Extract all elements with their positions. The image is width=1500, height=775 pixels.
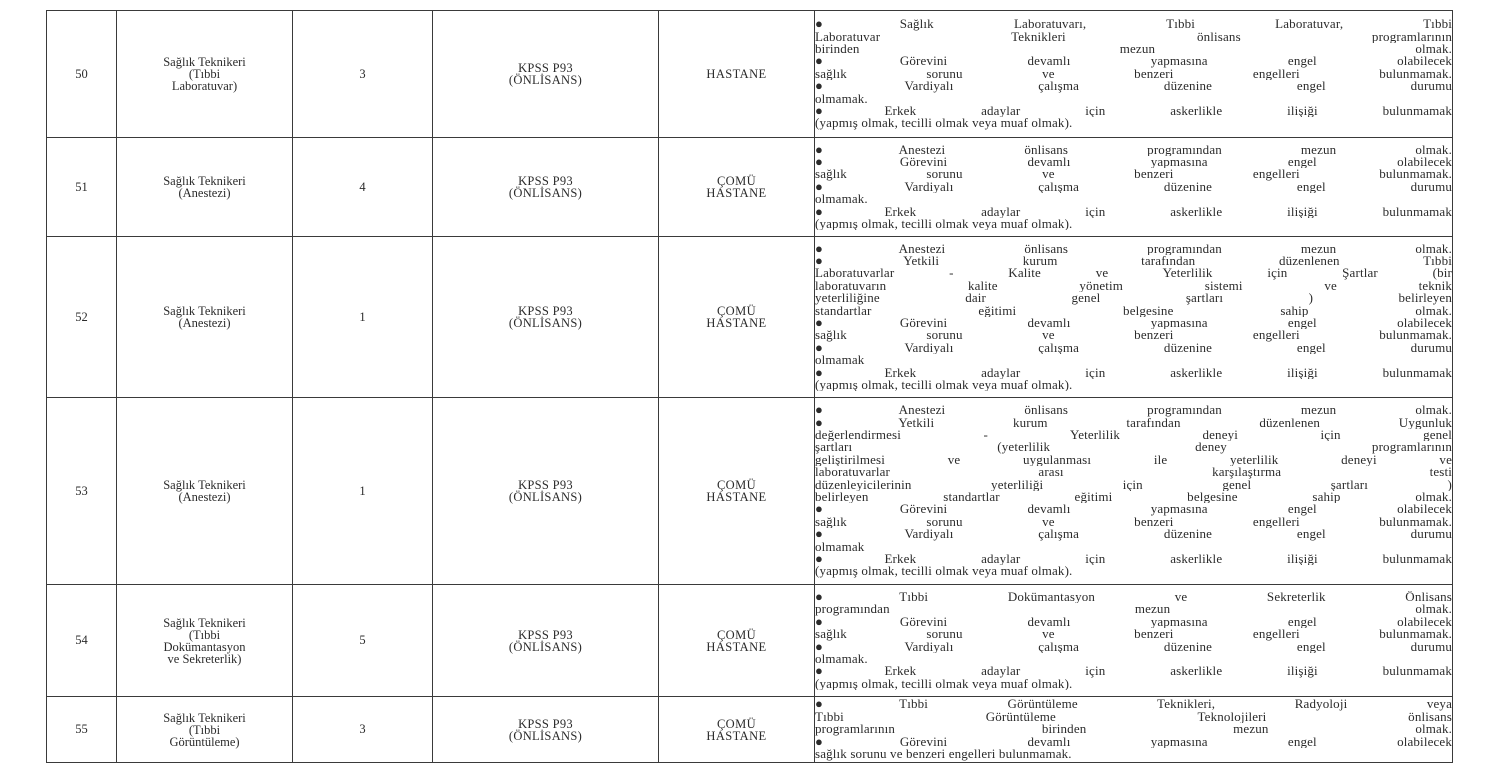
unit-cell — [659, 11, 815, 138]
exam-type-cell — [433, 697, 659, 763]
requirement-line: olmamak — [815, 354, 865, 367]
table-row — [47, 585, 1453, 697]
exam-type-cell — [433, 398, 659, 585]
requirement-line: olmamak. — [815, 652, 868, 666]
requirement-line: sağlık sorunu ve benzeri engelleri bulunmamak. — [815, 628, 1452, 641]
requirement-line: laboratuvarın kalite yönetim sistemi ve teknik — [815, 279, 1452, 293]
requirement-line: ●Erkek adaylar için askerlikle ilişiği bulunmamak — [815, 105, 1452, 118]
position-title-line: (Anestezi) — [178, 186, 231, 200]
requirement-line: programından mezun olmak. — [815, 603, 1452, 616]
position-title-line: (Anestezi) — [178, 316, 231, 330]
requirement-line: şartları (yeterlilik deney programlarının — [815, 441, 1452, 454]
requirement-line: ●Görevini devamlı yapmasına engel olabilecek — [815, 55, 1452, 68]
unit-line: HASTANE — [706, 186, 767, 200]
requirements-cell — [815, 237, 1453, 398]
position-title-cell — [117, 585, 293, 697]
unit-cell — [659, 138, 815, 237]
exam-type-line: (ÖNLİSANS) — [508, 728, 583, 743]
requirement-line: belirleyen standartlar eğitimi belgesine sahip olmak. — [815, 491, 1452, 504]
position-table — [46, 10, 1453, 763]
position-title-line: Sağlık Teknikeri — [163, 304, 246, 318]
unit-line: ÇOMÜ — [716, 716, 757, 731]
requirement-line: olmamak — [815, 540, 865, 554]
requirement-line: ●Yetkili kurum tarafından düzenlenen Tıbbi — [815, 254, 1452, 268]
position-title-line: (Tıbbi — [188, 627, 221, 642]
requirement-line: ●Erkek adaylar için askerlikle ilişiği bulunmamak — [815, 553, 1452, 566]
unit-line: ÇOMÜ — [716, 478, 757, 492]
requirement-line: standartlar eğitimi belgesine sahip olmak. — [815, 304, 1452, 317]
requirements-cell — [815, 138, 1453, 237]
requirement-line: ●Erkek adaylar için askerlikle ilişiği bulunmamak — [815, 366, 1452, 380]
exam-type-line: KPSS P93 — [518, 627, 573, 642]
position-title-line: (Tıbbi — [188, 67, 221, 81]
requirement-line: (yapmış olmak, tecilli olmak veya muaf olmak). — [815, 218, 1073, 231]
requirement-line: (yapmış olmak, tecilli olmak veya muaf olmak). — [815, 565, 1073, 578]
unit-line: ÇOMÜ — [716, 304, 757, 318]
requirement-line: programlarının birinden mezun olmak. — [815, 723, 1452, 736]
position-title-line: Dokümantasyon — [163, 639, 246, 654]
unit-line: ÇOMÜ — [716, 174, 757, 188]
unit-line: HASTANE — [706, 490, 767, 504]
exam-type-line: KPSS P93 — [518, 478, 573, 492]
requirement-line: birinden mezun olmak. — [815, 42, 1452, 56]
requirement-line: olmamak. — [815, 193, 868, 206]
requirement-line: sağlık sorunu ve benzeri engelleri bulunmamak. — [815, 748, 1072, 761]
requirements-cell — [815, 585, 1453, 697]
requirement-line: ●Sağlık Laboratuvarı, Tıbbi Laboratuvar, Tıbbi — [815, 18, 1452, 31]
position-title-line: Laboratuvar) — [171, 79, 238, 93]
position-title-cell — [117, 138, 293, 237]
exam-type-line: KPSS P93 — [518, 304, 573, 318]
requirement-line: ●Görevini devamlı yapmasına engel olabilecek — [815, 503, 1452, 516]
requirement-line: ●Tıbbi Dokümantasyon ve Sekreterlik Önlisans — [815, 590, 1452, 604]
table-row — [47, 11, 1453, 138]
requirement-line: sağlık sorunu ve benzeri engelleri bulunmamak. — [815, 515, 1452, 529]
position-title-line: Sağlık Teknikeri — [163, 55, 246, 69]
requirement-line: (yapmış olmak, tecilli olmak veya muaf olmak). — [815, 677, 1073, 691]
position-count-cell: 1 — [293, 398, 433, 585]
requirement-line: ●Vardiyalı çalışma düzenine engel durumu — [815, 80, 1452, 93]
position-title-line: Sağlık Teknikeri — [163, 615, 246, 630]
position-title-cell — [117, 237, 293, 398]
requirement-line: ●Vardiyalı çalışma düzenine engel durumu — [815, 180, 1452, 194]
requirement-line: yeterliliğine dair genel şartları ) belirleyen — [815, 292, 1452, 305]
table-row — [47, 398, 1453, 585]
unit-line: ÇOMÜ — [716, 627, 757, 642]
exam-type-line: (ÖNLİSANS) — [508, 490, 583, 504]
row-number-cell: 53 — [47, 398, 117, 585]
requirement-line: geliştirilmesi ve uygulanması ile yeterlilik deneyi ve — [815, 453, 1452, 467]
requirement-line: Laboratuvar Teknikleri önlisans programlarının — [815, 30, 1452, 43]
position-table-body — [47, 11, 1453, 763]
requirement-line: sağlık sorunu ve benzeri engelleri bulunmamak. — [815, 168, 1452, 181]
requirement-line: Laboratuvarlar - Kalite ve Yeterlilik için Şartlar (bir — [815, 267, 1452, 280]
position-title-line: ve Sekreterlik) — [167, 651, 242, 666]
requirement-line: ●Anestezi önlisans programından mezun olmak. — [815, 404, 1452, 417]
exam-type-line: (ÖNLİSANS) — [508, 73, 583, 87]
requirement-line: ●Anestezi önlisans programından mezun olmak. — [815, 242, 1452, 255]
requirements-cell — [815, 398, 1453, 585]
requirement-line: ●Yetkili kurum tarafından düzenlenen Uygunluk — [815, 416, 1452, 429]
position-count-cell: 1 — [293, 237, 433, 398]
requirements-cell — [815, 697, 1453, 763]
position-title-cell — [117, 697, 293, 763]
position-count-cell: 3 — [293, 11, 433, 138]
row-number-cell: 50 — [47, 11, 117, 138]
requirement-line: ●Erkek adaylar için askerlikle ilişiği bulunmamak — [815, 205, 1452, 219]
unit-cell — [659, 697, 815, 763]
unit-line: HASTANE — [706, 316, 767, 330]
exam-type-line: (ÖNLİSANS) — [508, 186, 583, 200]
exam-type-line: KPSS P93 — [518, 716, 573, 731]
row-number-cell: 51 — [47, 138, 117, 237]
requirement-line: laboratuvarlar arası karşılaştırma testi — [815, 466, 1452, 479]
requirement-line: düzenleyicilerinin yeterliliği için genel şartları ) — [815, 478, 1452, 491]
requirements-cell — [815, 11, 1453, 138]
position-title-line: Sağlık Teknikeri — [163, 478, 246, 492]
requirement-line: değerlendirmesi - Yeterlilik deneyi için genel — [815, 428, 1452, 442]
requirement-line: ●Anestezi önlisans programından mezun olmak. — [815, 143, 1452, 156]
position-title-line: Sağlık Teknikeri — [163, 174, 246, 188]
exam-type-cell — [433, 237, 659, 398]
requirement-line: olmamak. — [815, 92, 868, 106]
position-title-line: Sağlık Teknikeri — [163, 710, 246, 725]
requirement-line: ●Erkek adaylar için askerlikle ilişiği bulunmamak — [815, 665, 1452, 678]
exam-type-cell — [433, 11, 659, 138]
requirement-line: ●Görevini devamlı yapmasına engel olabilecek — [815, 735, 1452, 749]
requirement-line: ●Görevini devamlı yapmasına engel olabilecek — [815, 615, 1452, 629]
requirement-line: (yapmış olmak, tecilli olmak veya muaf olmak). — [815, 379, 1073, 392]
position-title-cell — [117, 11, 293, 138]
unit-line: HASTANE — [706, 67, 767, 81]
requirement-line: ●Görevini devamlı yapmasına engel olabilecek — [815, 317, 1452, 330]
exam-type-line: (ÖNLİSANS) — [508, 639, 583, 654]
position-count-cell: 3 — [293, 697, 433, 763]
row-number-cell: 54 — [47, 585, 117, 697]
requirement-line: ●Görevini devamlı yapmasına engel olabilecek — [815, 155, 1452, 169]
exam-type-line: KPSS P93 — [518, 61, 573, 75]
requirement-line: sağlık sorunu ve benzeri engelleri bulunmamak. — [815, 329, 1452, 342]
unit-line: HASTANE — [706, 728, 767, 743]
requirement-line: sağlık sorunu ve benzeri engelleri bulunmamak. — [815, 67, 1452, 81]
table-row — [47, 138, 1453, 237]
position-title-line: (Tıbbi — [188, 722, 221, 737]
requirement-line: (yapmış olmak, tecilli olmak veya muaf olmak). — [815, 117, 1073, 130]
requirement-line: Tıbbi Görüntüleme Teknolojileri önlisans — [815, 710, 1452, 724]
row-number-cell: 55 — [47, 697, 117, 763]
position-title-cell — [117, 398, 293, 585]
unit-cell — [659, 585, 815, 697]
row-number-cell: 52 — [47, 237, 117, 398]
unit-cell — [659, 237, 815, 398]
table-row — [47, 697, 1453, 763]
exam-type-line: KPSS P93 — [518, 174, 573, 188]
requirement-line: ●Vardiyalı çalışma düzenine engel durumu — [815, 341, 1452, 355]
unit-line: HASTANE — [706, 639, 767, 654]
position-count-cell: 4 — [293, 138, 433, 237]
table-row — [47, 237, 1453, 398]
requirement-line: ●Tıbbi Görüntüleme Teknikleri, Radyoloji veya — [815, 698, 1452, 711]
exam-type-cell — [433, 138, 659, 237]
exam-type-cell — [433, 585, 659, 697]
unit-cell — [659, 398, 815, 585]
exam-type-line: (ÖNLİSANS) — [508, 316, 583, 330]
position-title-line: (Anestezi) — [178, 490, 231, 504]
position-title-line: Görüntüleme) — [169, 734, 240, 749]
requirement-line: ●Vardiyalı çalışma düzenine engel durumu — [815, 528, 1452, 541]
requirement-line: ●Vardiyalı çalışma düzenine engel durumu — [815, 640, 1452, 653]
position-count-cell: 5 — [293, 585, 433, 697]
